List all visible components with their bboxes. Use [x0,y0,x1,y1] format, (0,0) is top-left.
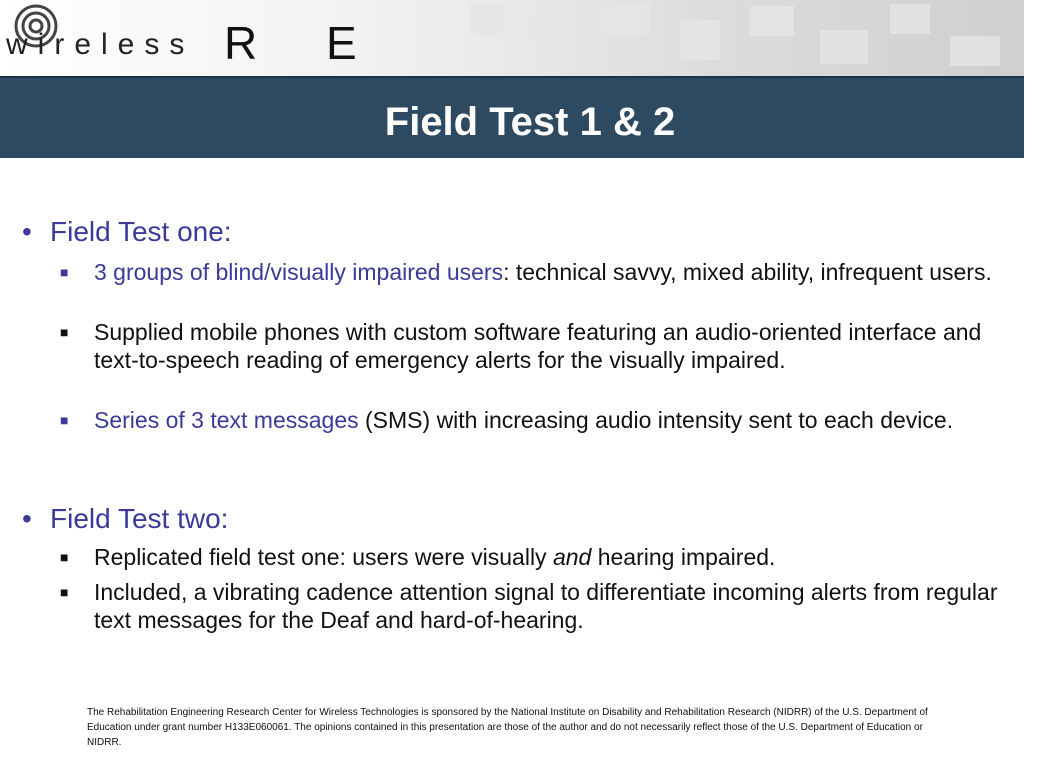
item-text: Included, a vibrating cadence attention signal to differentiate incoming alerts from regular text messages for the Deaf and hard-of-hearing. [94,579,998,633]
square-bullet-icon: ■ [60,549,69,565]
highlight-text: 3 groups of blind/visually impaired users [94,259,504,285]
sponsor-disclaimer: The Rehabilitation Engineering Research Center for Wireless Technologies is sponsored by the National Institute on Disability and Rehabilitation Research (NIDRR) of the U.S. Department of Education under grant number H133E060061. The opinions contained in this presentation are those of the author and do not necessarily reflect those of the U.S. Department of Education or NIDRR. [87,707,928,748]
header-band [0,0,1024,76]
decor-tile [750,6,794,36]
emphasis-text: and [552,544,592,570]
decor-tile [950,36,1000,66]
decor-tile [530,14,566,42]
list-item [60,578,1000,634]
item-text: Supplied mobile phones with custom software featuring an audio-oriented interface and text-to-speech reading of emergency alerts for the visually impaired. [94,319,982,373]
slide-title: Field Test 1 & 2 [384,100,676,144]
square-bullet-icon: ■ [60,412,69,428]
item-text: : technical savvy, mixed ability, infrequent users. [503,259,992,285]
list-item [60,406,1000,462]
wireless-rerc-logo [0,0,430,76]
list-item [60,258,1000,314]
decor-tile [470,4,510,34]
section-heading-text: Field Test one: [50,216,232,247]
square-bullet-icon: ■ [60,584,69,600]
bullet-icon: • [22,503,32,534]
list-item [60,318,1000,402]
section-heading-text: Field Test two: [50,503,229,534]
decor-tile [890,4,930,34]
highlight-text: Series of 3 text messages [94,407,359,433]
decor-tile [680,20,720,60]
item-text: Replicated field test one: users were visually [94,544,553,570]
square-bullet-icon: ■ [60,324,69,340]
logo-wireless-text: wireless [6,28,195,61]
decor-tile [600,2,650,36]
title-bar-divider [0,76,1024,78]
list-item [60,543,1000,571]
item-text: (SMS) with increasing audio intensity sent to each device. [358,407,954,433]
square-bullet-icon: ■ [60,264,69,280]
decor-tile [820,30,868,64]
logo-rerc-text: R E [224,17,385,69]
item-text: hearing impaired. [591,544,776,570]
bullet-icon: • [22,216,32,247]
